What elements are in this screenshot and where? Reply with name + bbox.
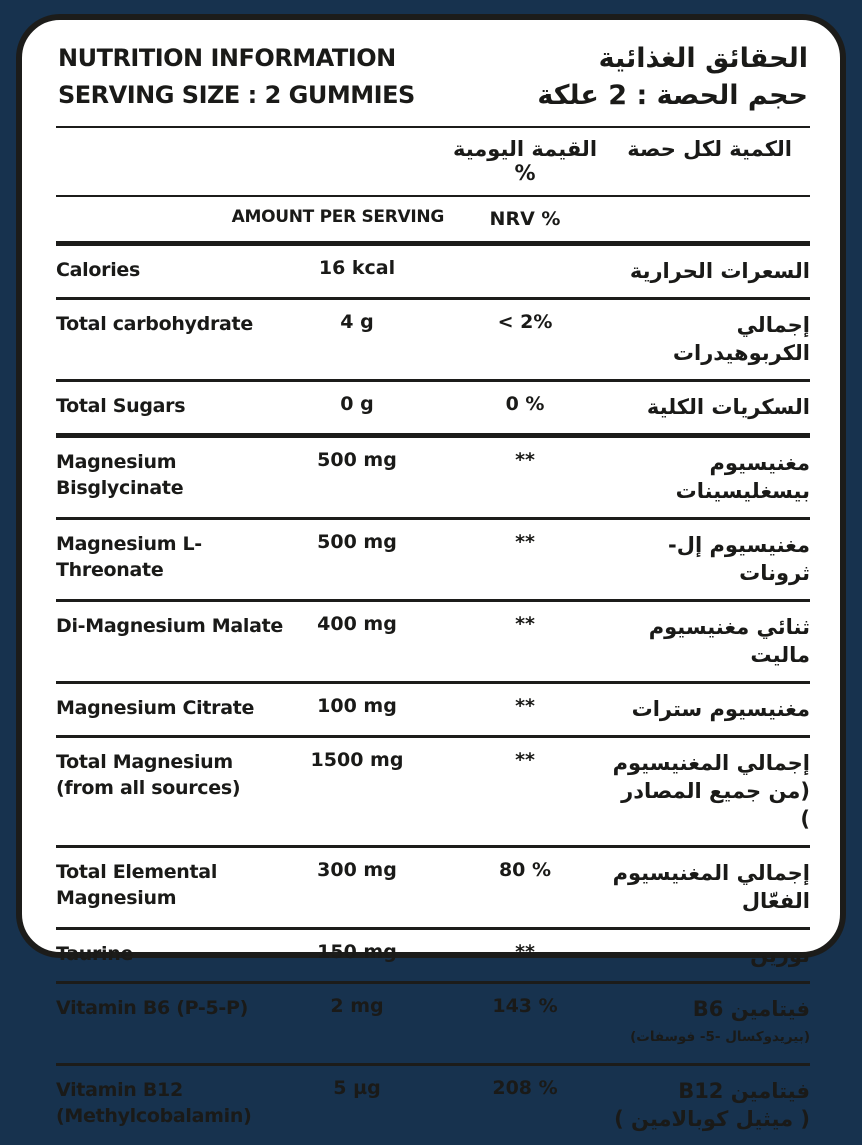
nutrient-nrv-percent: 80 %	[498, 859, 552, 881]
column-spacer	[416, 531, 444, 547]
nutrient-name-en: Total Magnesium (from all sources)	[56, 751, 241, 799]
table-row	[56, 1066, 810, 1145]
nutrient-name-ar: ثنائي مغنيسيوم ماليت	[648, 615, 810, 667]
nutrient-name-ar: إجمالي المغنيسيوم (من جميع المصادر )	[612, 751, 810, 831]
column-spacer	[416, 257, 444, 273]
serving-size-text: SERVING SIZE : 2 GUMMIES	[58, 81, 415, 109]
amount-per-serving-header-ar: الكمية لكل حصة	[627, 137, 792, 161]
nutrient-amount: 0 g	[340, 393, 374, 415]
nutrient-name-ar: تورين	[750, 943, 810, 967]
nutrient-name-en: Magnesium Citrate	[56, 697, 255, 719]
nutrient-name-ar: مغنيسيوم إل-ثرونات	[668, 533, 810, 585]
nutrient-name-ar: مغنيسيوم بيسغليسينات	[675, 451, 810, 503]
table-row	[56, 602, 810, 684]
column-spacer	[416, 1077, 444, 1093]
nutrient-name-ar: السعرات الحرارية	[629, 259, 810, 283]
table-row	[56, 438, 810, 520]
nutrient-nrv-percent: 0 %	[505, 393, 545, 415]
table-row	[56, 930, 810, 984]
nutrient-amount: 100 mg	[317, 695, 397, 717]
table-row	[56, 300, 810, 382]
table-row	[56, 684, 810, 738]
nutrient-nrv-percent: < 2%	[497, 311, 553, 333]
nutrient-name-en: Magnesium Bisglycinate	[56, 451, 184, 499]
nutrient-nrv-percent	[444, 257, 606, 276]
column-spacer	[416, 311, 444, 327]
nutrient-name-en: Di-Magnesium Malate	[56, 615, 284, 637]
column-spacer	[416, 695, 444, 711]
column-spacer	[416, 859, 444, 875]
nutrient-amount: 1500 mg	[310, 749, 404, 771]
column-spacer	[416, 393, 444, 409]
nutrient-amount: 5 µg	[333, 1077, 381, 1099]
table-row	[56, 984, 810, 1066]
nutrient-amount: 16 kcal	[318, 257, 396, 279]
nutrient-amount: 400 mg	[317, 613, 397, 635]
nutrient-name-ar: مغنيسيوم سترات	[631, 697, 810, 721]
nutrition-information-title-ar: الحقائق الغذائية	[598, 43, 808, 74]
title-english	[58, 40, 415, 114]
table-row	[56, 520, 810, 602]
nutrient-nrv-percent: **	[515, 749, 535, 771]
column-spacer	[416, 613, 444, 629]
nutrient-name-en: Calories	[56, 259, 141, 281]
nutrient-nrv-percent: **	[515, 695, 535, 717]
table-row	[56, 246, 810, 300]
nutrient-name-en: Vitamin B12 (Methylcobalamin)	[56, 1079, 252, 1127]
nutrient-name-ar: فيتامين B12 ( ميثيل كوبالامين )	[614, 1079, 810, 1131]
nutrient-nrv-percent: 143 %	[492, 995, 558, 1017]
nutrition-information-title: NUTRITION INFORMATION	[58, 44, 396, 72]
nutrient-name-ar: السكريات الكلية	[646, 395, 810, 419]
nutrient-name-ar: فيتامين B6 (بيريدوكسال -5- فوسفات)	[630, 997, 810, 1045]
nutrient-nrv-percent: **	[515, 613, 535, 635]
title-arabic	[537, 40, 808, 114]
table-row	[56, 738, 810, 848]
nutrient-name-en: Total carbohydrate	[56, 313, 253, 335]
nutrient-nrv-percent: **	[515, 449, 535, 471]
serving-size-text-ar: حجم الحصة : 2 علكة	[537, 80, 808, 111]
nutrient-amount: 2 mg	[330, 995, 384, 1017]
nutrient-amount: 300 mg	[317, 859, 397, 881]
nutrient-amount: 500 mg	[317, 449, 397, 471]
nrv-percent-header: NRV %	[489, 208, 561, 230]
nutrient-name-ar: إجمالي المغنيسيوم الفعّال	[612, 861, 810, 913]
nutrient-name-ar: إجمالي الكربوهيدرات	[672, 313, 810, 365]
nutrient-table	[56, 246, 810, 1145]
label-header	[56, 30, 810, 128]
table-row	[56, 848, 810, 930]
nutrient-name-en: Vitamin B6 (P-5-P)	[56, 997, 249, 1019]
nutrient-nrv-percent: **	[515, 941, 535, 963]
nutrient-amount: 150 mg	[317, 941, 397, 963]
nutrition-facts-card	[16, 14, 846, 1131]
daily-value-header-ar: القيمة اليومية %	[452, 137, 598, 185]
column-headers-arabic	[56, 128, 810, 197]
nutrient-name-en: Total Sugars	[56, 395, 186, 417]
nutrient-name-en: Magnesium L-Threonate	[56, 533, 202, 581]
nutrient-name-en: Total Elemental Magnesium	[56, 861, 218, 909]
nutrient-nrv-percent: **	[515, 531, 535, 553]
nutrient-name-en: Taurine	[56, 943, 134, 965]
column-spacer	[416, 449, 444, 465]
nutrient-amount: 4 g	[340, 311, 374, 333]
column-spacer	[416, 995, 444, 1011]
nutrient-amount: 500 mg	[317, 531, 397, 553]
column-spacer	[416, 941, 444, 957]
column-headers-english	[56, 197, 810, 246]
table-row	[56, 382, 810, 438]
column-spacer	[416, 749, 444, 765]
nutrient-nrv-percent: 208 %	[492, 1077, 558, 1099]
amount-per-serving-header: AMOUNT PER SERVING	[231, 207, 444, 227]
